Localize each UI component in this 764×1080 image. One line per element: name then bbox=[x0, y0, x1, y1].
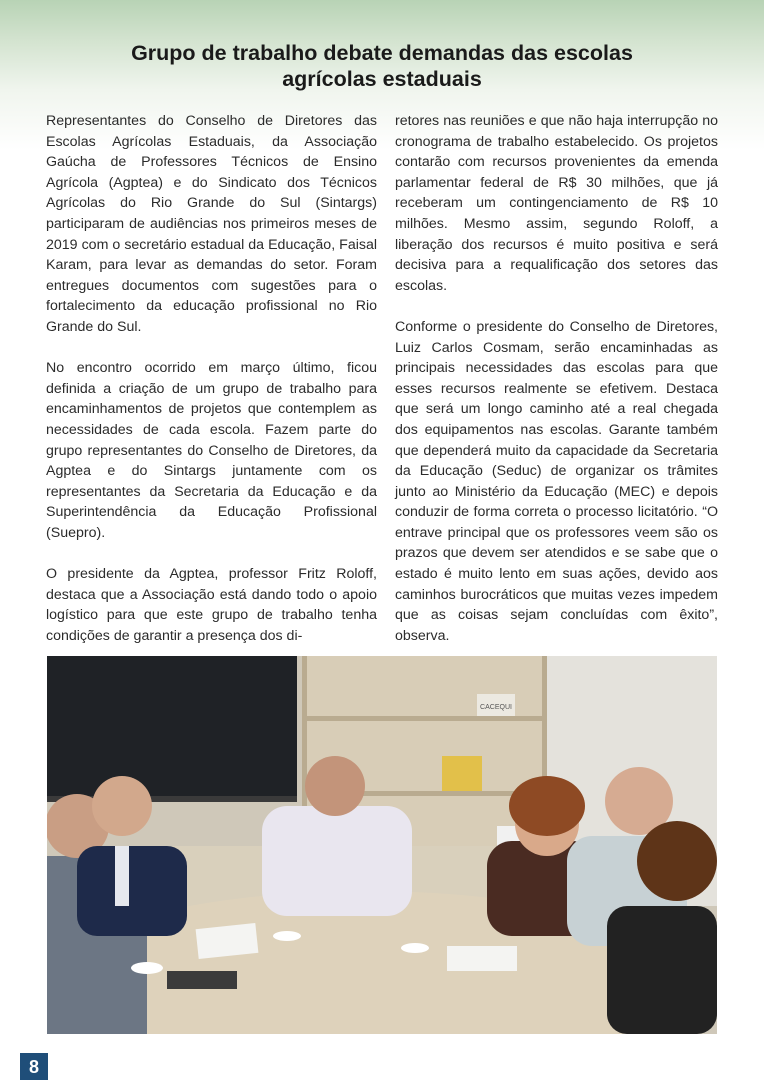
paragraph: No encontro ocorrido em março último, ficou definida a criação de um grupo de trabalho para encaminhamentos de projetos que contemplem as necessidades de cada escola. Fazem parte do grupo representantes do Conselho de Diretores, da Agptea e do Sintargs juntamente com os representantes da Secretaria da Educação e da Superintendência da Educação Profissional (Suepro). bbox=[46, 360, 377, 541]
right-column bbox=[395, 111, 718, 646]
article-title bbox=[60, 40, 704, 92]
paragraph: retores nas reuniões e que não haja interrupção no cronograma de trabalho estabelecido. Os projetos contarão com recursos provenientes da emenda parlamentar federal de R$ 30 milhões, que já receberam um contingenciamento de R$ 10 milhões. Mesmo assim, segundo Roloff, a liberação dos recursos é muito positiva e será decisiva para a requalificação dos setores das escolas. bbox=[395, 113, 718, 294]
page-number: 8 bbox=[20, 1053, 48, 1080]
meeting-photo bbox=[47, 656, 717, 1034]
paragraph: Representantes do Conselho de Diretores das Escolas Agrícolas Estaduais, da Associação Gaúcha de Professores Técnicos de Ensino Agrícola (Agptea) e do Sindicato dos Técnicos Agrícolas do Rio Grande do Sul (Sintargs) participaram de audiências nos primeiros meses de 2019 com o secretário estadual da Educação, Faisal Karam, para levar as demandas do setor. Foram entregues documentos com sugestões para o fortalecimento da educação profissional no Rio Grande do Sul. bbox=[46, 113, 377, 335]
title-line-2: agrícolas estaduais bbox=[282, 67, 482, 91]
yellow-binder bbox=[442, 756, 482, 791]
shelf-sign-text: CACEQUI bbox=[480, 704, 512, 711]
left-column bbox=[46, 111, 377, 646]
paragraph: O presidente da Agptea, professor Fritz Roloff, destaca que a Associação está dando todo o apoio logístico para que este grupo de trabalho tenha condições de garantir a presença dos di- bbox=[46, 566, 377, 644]
tv-screen bbox=[47, 656, 297, 796]
title-line-1: Grupo de trabalho debate demandas das escolas bbox=[131, 41, 633, 65]
paragraph: Conforme o presidente do Conselho de Diretores, Luiz Carlos Cosmam, serão encaminhadas as principais necessidades das escolas para que esses recursos realmente se efetivem. Destaca que será um longo caminho até a real chegada dos equipamentos nas escolas. Garante também que dependerá muito da capacidade da Secretaria da Educação (Seduc) de organizar os trâmites junto ao Ministério da Educação (MEC) e depois conduzir de forma correta o processo licitatório. “O entrave principal que os professores veem são os prazos que devem ser atendidos e se sabe que o estado é muito lento em suas ações, devido aos caminhos burocráticos que muitas vezes impedem que as coisas sejam concluídas com êxito”, observa. bbox=[395, 318, 718, 644]
